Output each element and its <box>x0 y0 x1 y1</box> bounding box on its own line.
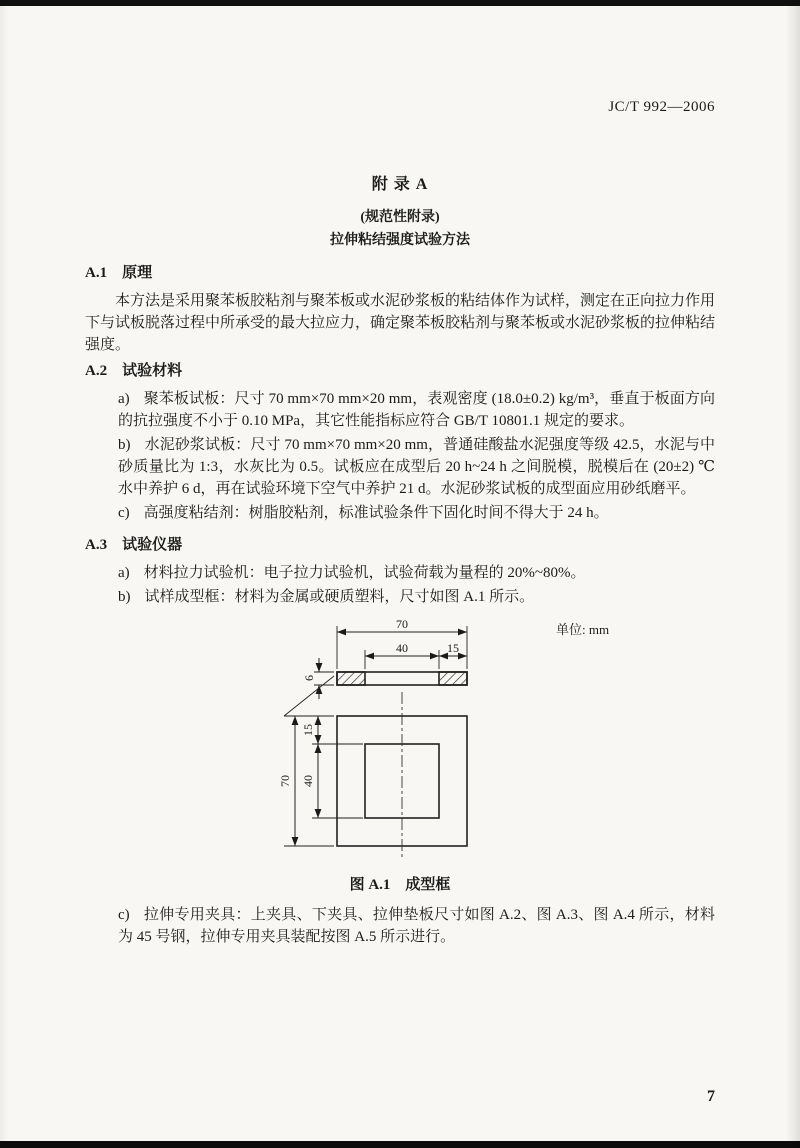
list-item-text: 聚苯板试板：尺寸 70 mm×70 mm×20 mm，表观密度 (18.0±0.2) kg/m³，垂直于板面方向的抗拉强度不小于 0.10 MPa，其它性能指标应符合 GB/T 10801.1 规定的要求。 <box>118 391 715 429</box>
dim-label-top-margin: 15 <box>301 724 315 736</box>
list-item-text: 试样成型框：材料为金属或硬质塑料，尺寸如图 A.1 所示。 <box>144 589 535 605</box>
dim-label-thickness: 6 <box>302 675 316 681</box>
list-marker: a) <box>118 565 130 581</box>
scan-artifact-top <box>0 0 800 6</box>
list-item-text: 高强度粘结剂：树脂胶粘剂，标准试验条件下固化时间不得大于 24 h。 <box>143 505 609 521</box>
figure-caption: 图 A.1 成型框 <box>349 877 451 893</box>
dim-label-wall-width: 15 <box>447 641 459 655</box>
section-title: 原理 <box>122 265 153 281</box>
appendix-method-title: 拉伸粘结强度试验方法 <box>330 233 470 248</box>
appendix-normative-note: (规范性附录) <box>360 210 440 225</box>
scan-artifact-right <box>786 0 800 1148</box>
scan-artifact-left <box>0 0 8 1148</box>
list-item <box>85 434 715 500</box>
list-marker: c) <box>118 505 130 521</box>
page-number: 7 <box>707 1088 715 1105</box>
section-number: A.1 <box>85 265 108 281</box>
dim-label-overall-width: 70 <box>396 617 408 631</box>
standard-number: JC/T 992—2006 <box>608 99 715 115</box>
list-item-text: 水泥砂浆试板：尺寸 70 mm×70 mm×20 mm，普通硅酸盐水泥强度等级 42.5，水泥与中砂质量比为 1:3，水灰比为 0.5。试板应在成型后 20 h~24 h 之间脱模，脱模后在 (20±2) ℃水中养护 6 d，再在试验环境下空气中养护 21 d。水泥砂浆试板的成型面应用砂纸磨平。 <box>118 437 715 497</box>
unit-label: 单位: mm <box>556 622 610 637</box>
scan-artifact-bottom <box>0 1141 800 1148</box>
section-a3-list <box>85 562 715 610</box>
section-view <box>302 617 467 699</box>
figure-a1-drawing <box>270 612 640 870</box>
list-item <box>85 904 715 948</box>
dim-label-inner-width: 40 <box>396 641 408 655</box>
section-title: 试验仪器 <box>122 537 183 553</box>
list-marker: a) <box>118 391 130 407</box>
dim-label-overall-height: 70 <box>278 775 292 787</box>
list-item-text: 材料拉力试验机：电子拉力试验机，试验荷载为量程的 20%~80%。 <box>143 565 586 581</box>
list-marker: b) <box>118 437 131 453</box>
section-a1-paragraph: 本方法是采用聚苯板胶粘剂与聚苯板或水泥砂浆板的粘结体作为试样，测定在正向拉力作用下与试板脱落过程中所承受的最大拉应力，确定聚苯板胶粘剂与聚苯板或水泥砂浆板的拉伸粘结强度。 <box>85 293 716 353</box>
section-a3-list-continued <box>85 904 715 950</box>
section-a2-list <box>85 388 715 526</box>
list-item <box>85 562 715 584</box>
section-a2-heading <box>85 360 715 382</box>
section-title: 试验材料 <box>122 363 183 379</box>
list-item <box>85 586 715 608</box>
section-a3-heading <box>85 534 715 556</box>
list-marker: c) <box>118 907 130 923</box>
appendix-title: 附 录 A <box>371 176 429 193</box>
section-number: A.2 <box>85 363 108 379</box>
dim-label-inner-height: 40 <box>301 775 315 787</box>
list-item-text: 拉伸专用夹具：上夹具、下夹具、拉伸垫板尺寸如图 A.2、图 A.3、图 A.4 所示，材料为 45 号钢，拉伸专用夹具装配按图 A.5 所示进行。 <box>118 907 715 945</box>
section-number: A.3 <box>85 537 108 553</box>
forming-frame-diagram <box>270 612 640 870</box>
list-marker: b) <box>118 589 131 605</box>
plan-view <box>278 676 467 858</box>
section-a1-heading <box>85 262 715 284</box>
list-item <box>85 502 715 524</box>
list-item <box>85 388 715 432</box>
